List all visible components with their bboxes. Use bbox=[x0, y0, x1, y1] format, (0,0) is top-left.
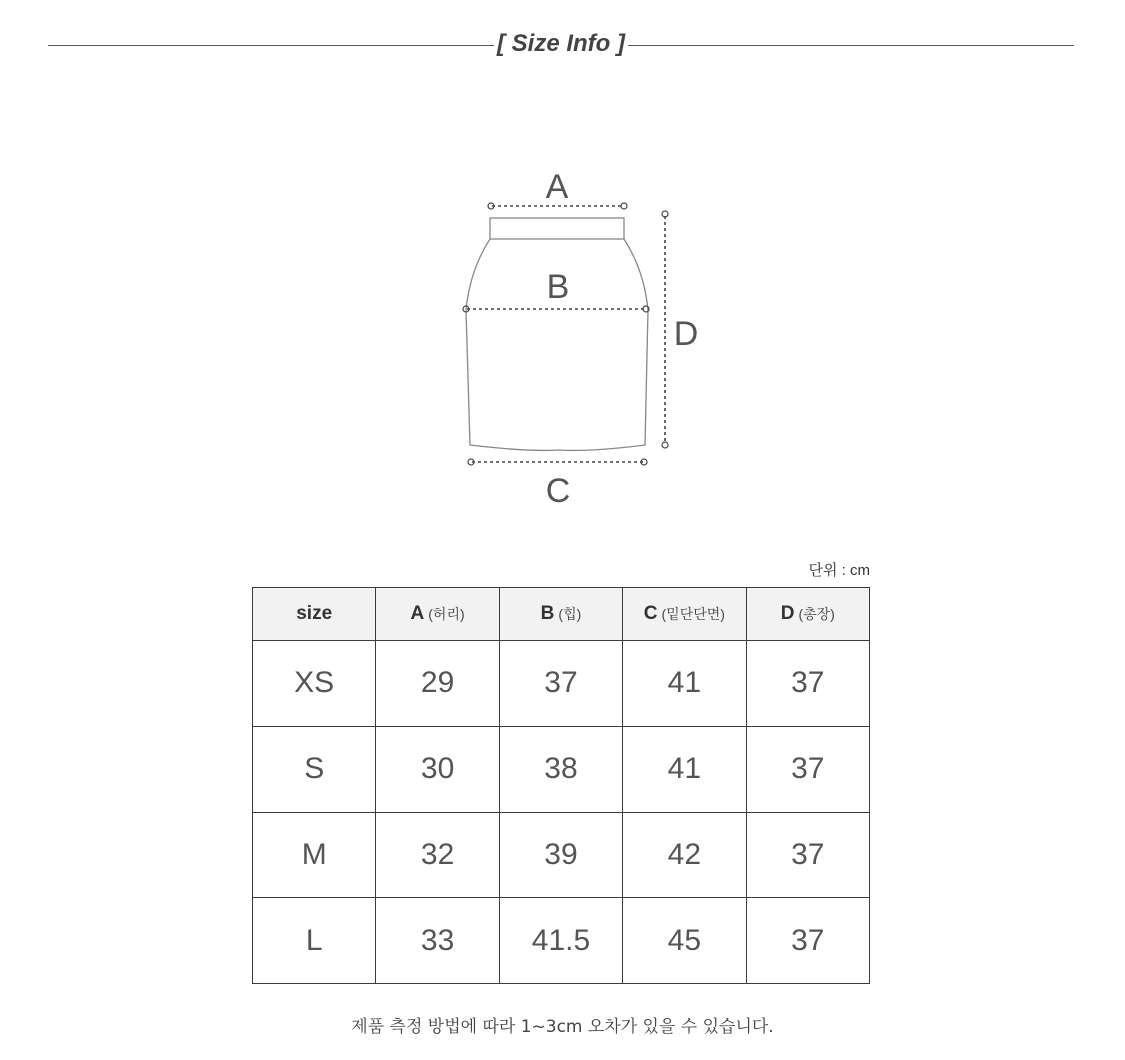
cell-b: 37 bbox=[499, 641, 622, 727]
cell-size: L bbox=[253, 898, 376, 984]
cell-c: 42 bbox=[623, 812, 746, 898]
label-b: B bbox=[546, 268, 570, 306]
table-header-row bbox=[253, 588, 870, 641]
cell-d: 37 bbox=[746, 641, 869, 727]
cell-a: 29 bbox=[376, 641, 499, 727]
section-header bbox=[48, 26, 1074, 66]
measurement-disclaimer: 제품 측정 방법에 따라 1~3cm 오차가 있을 수 있습니다. bbox=[351, 1017, 774, 1037]
table-row bbox=[253, 812, 870, 898]
measure-line-c bbox=[468, 459, 647, 465]
table-row bbox=[253, 898, 870, 984]
column-header-a: A (허리) bbox=[376, 588, 499, 641]
cell-b: 41.5 bbox=[499, 898, 622, 984]
unit-label: 단위 : cm bbox=[808, 562, 870, 579]
cell-d: 37 bbox=[746, 726, 869, 812]
label-d: D bbox=[673, 315, 699, 353]
column-header-d: D (총장) bbox=[746, 588, 869, 641]
page-title: [ Size Info ] bbox=[497, 30, 625, 57]
size-table bbox=[252, 587, 870, 984]
cell-d: 37 bbox=[746, 812, 869, 898]
header-divider-right bbox=[628, 45, 1074, 46]
cell-a: 33 bbox=[376, 898, 499, 984]
measure-line-b bbox=[463, 306, 649, 312]
column-header-b: B (힙) bbox=[499, 588, 622, 641]
column-header-size: size bbox=[253, 588, 376, 641]
column-header-c: C (밑단단면) bbox=[623, 588, 746, 641]
cell-a: 32 bbox=[376, 812, 499, 898]
cell-c: 41 bbox=[623, 641, 746, 727]
label-c: C bbox=[545, 472, 571, 510]
cell-c: 41 bbox=[623, 726, 746, 812]
cell-size: M bbox=[253, 812, 376, 898]
cell-size: S bbox=[253, 726, 376, 812]
skirt-outline bbox=[466, 218, 648, 450]
cell-size: XS bbox=[253, 641, 376, 727]
table-row bbox=[253, 641, 870, 727]
header-divider-left bbox=[48, 45, 494, 46]
table-row bbox=[253, 726, 870, 812]
cell-c: 45 bbox=[623, 898, 746, 984]
measure-line-d bbox=[662, 211, 668, 448]
skirt-measurement-diagram bbox=[440, 160, 720, 520]
cell-b: 38 bbox=[499, 726, 622, 812]
cell-b: 39 bbox=[499, 812, 622, 898]
label-a: A bbox=[545, 168, 569, 206]
cell-d: 37 bbox=[746, 898, 869, 984]
cell-a: 30 bbox=[376, 726, 499, 812]
